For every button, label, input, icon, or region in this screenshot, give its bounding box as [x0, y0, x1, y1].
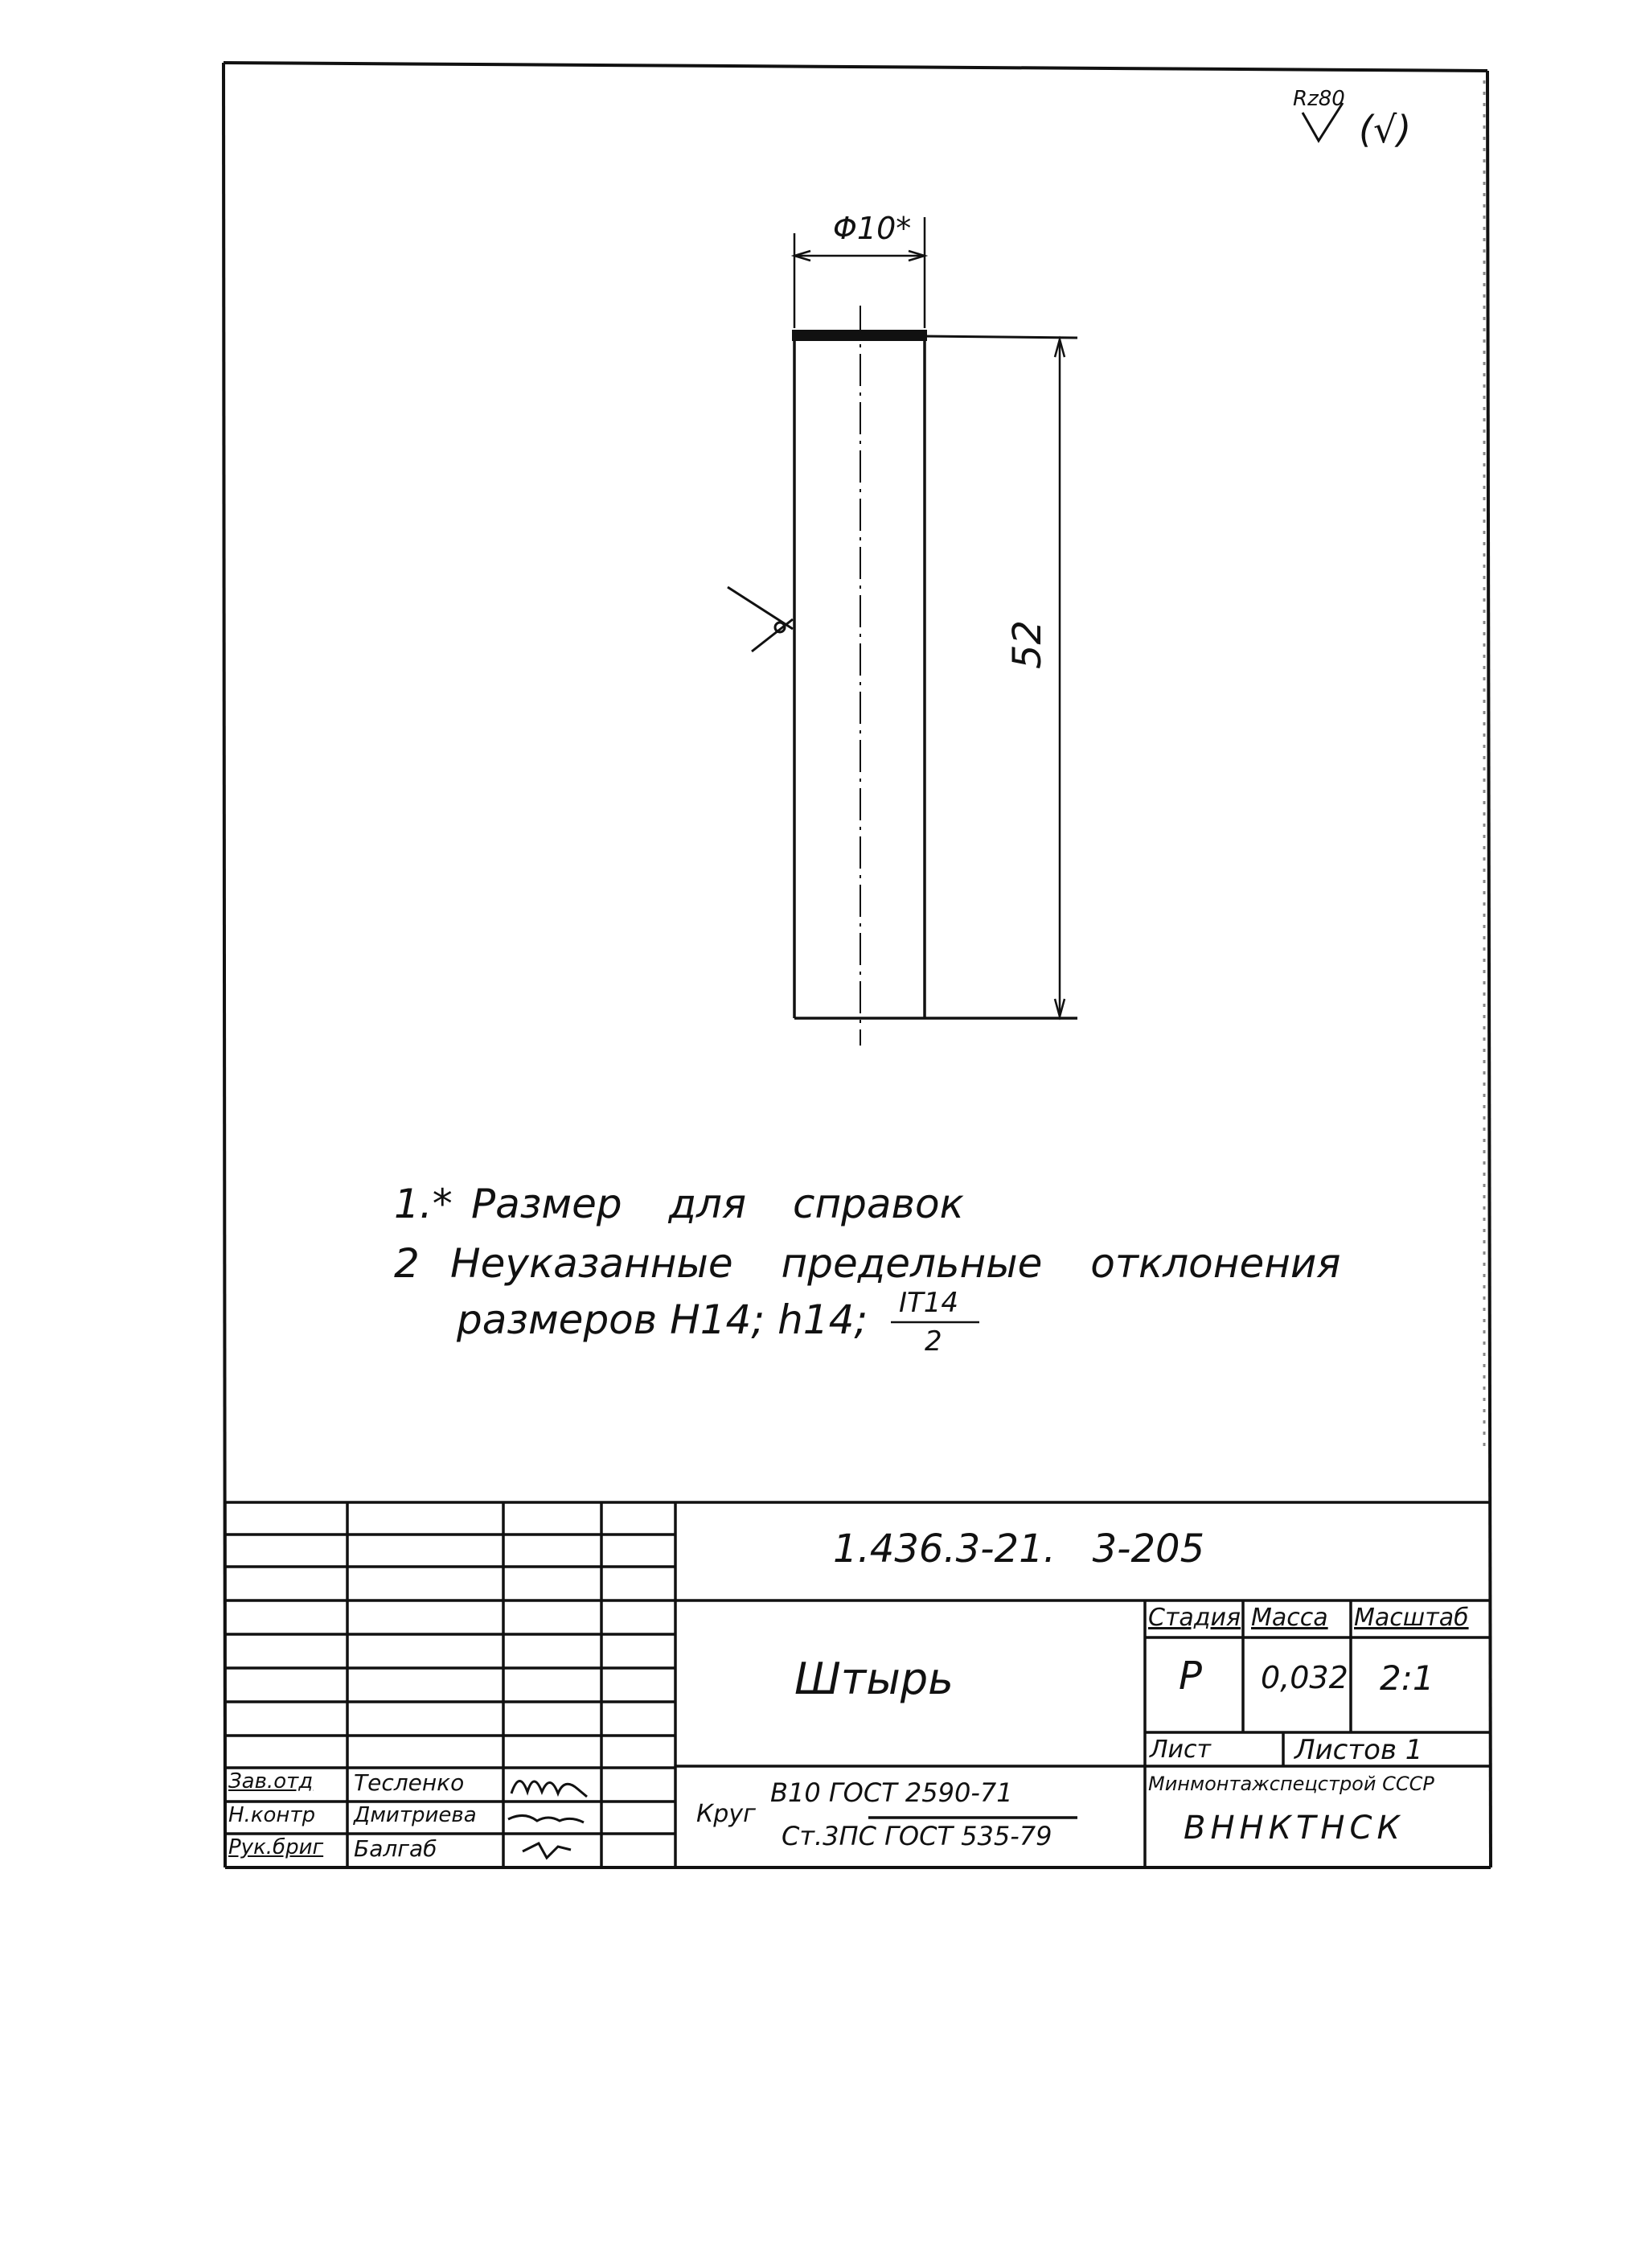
roughness-symbol-label: Rz80	[1293, 87, 1345, 111]
organization-name: ВННКТНСК	[1184, 1810, 1405, 1847]
stage-value: Р	[1179, 1654, 1202, 1699]
stage-header: Стадия	[1148, 1604, 1241, 1632]
material-prefix: Круг	[696, 1800, 756, 1828]
tolerance-numerator: IT14	[899, 1287, 959, 1319]
diameter-dimension-label: Φ10*	[833, 211, 912, 246]
signature-scribble-3	[523, 1843, 571, 1858]
material-bottom: Ст.3ПС ГОСТ 535-79	[782, 1821, 1052, 1851]
roughness-note: (√)	[1359, 108, 1412, 151]
tolerance-denominator: 2	[925, 1325, 942, 1358]
length-dimension-label: 52	[1005, 619, 1050, 669]
scale-header: Масштаб	[1354, 1604, 1469, 1632]
material-top: В10 ГОСТ 2590-71	[770, 1777, 1013, 1808]
note-2-number: 2	[394, 1240, 420, 1287]
signature-name-1: Тесленко	[354, 1769, 465, 1796]
signature-scribble-1	[511, 1781, 587, 1797]
signature-name-3: Балгаб	[354, 1835, 437, 1862]
sheet-label: Лист	[1150, 1736, 1212, 1764]
note-3-text: размеров Н14; h14;	[457, 1296, 868, 1343]
mass-header: Масса	[1251, 1604, 1328, 1632]
signature-role-2: Н.контр	[228, 1803, 316, 1827]
note-1-text: Размер для справок	[471, 1181, 964, 1227]
signature-scribble-2	[508, 1815, 584, 1822]
note-2-text: Неуказанные предельные отклонения	[450, 1240, 1341, 1287]
mass-value: 0,032	[1261, 1660, 1348, 1695]
signature-name-2: Дмитриева	[354, 1803, 477, 1827]
signature-role-1: Зав.отд	[228, 1769, 314, 1793]
signature-role-3: Рук.бриг	[228, 1835, 324, 1859]
ministry-name: Минмонтажспецстрой СССР	[1148, 1773, 1434, 1795]
note-1-number: 1.*	[394, 1181, 453, 1227]
part-name: Штырь	[794, 1654, 954, 1704]
sheets-label: Листов 1	[1294, 1734, 1423, 1766]
document-number: 1.436.3-21. 3-205	[833, 1526, 1205, 1572]
scale-value: 2:1	[1380, 1658, 1434, 1698]
